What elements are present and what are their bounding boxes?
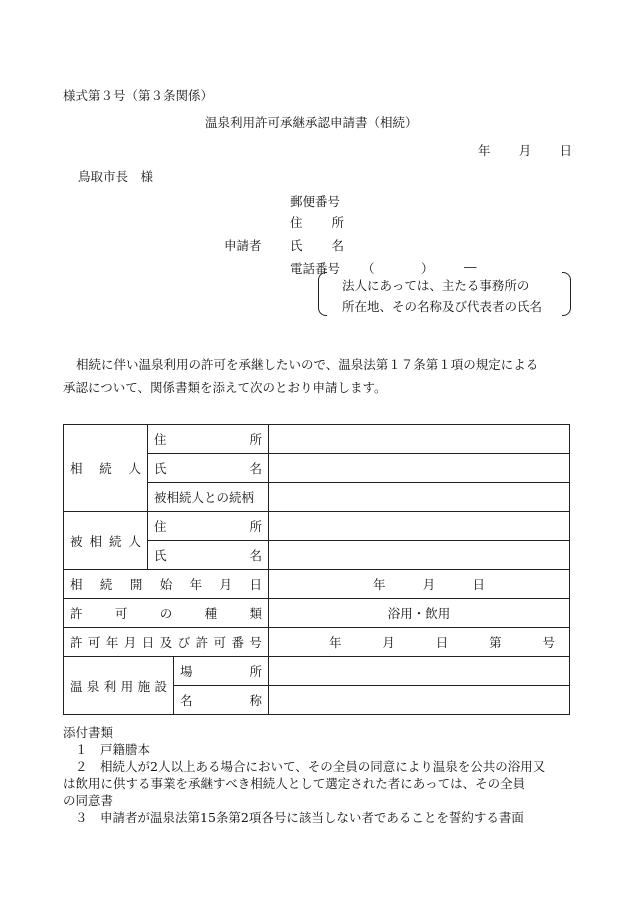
bracket-left (318, 272, 327, 316)
addressee: 鳥取市長 様 (78, 169, 154, 184)
bracket-right (562, 272, 571, 316)
submission-date (478, 141, 572, 159)
table-row (64, 570, 570, 599)
permit-date-value[interactable]: 年 月 日 第 号 (269, 628, 570, 657)
attachments (63, 724, 575, 826)
inherit-start-value[interactable]: 年 月 日 (269, 570, 570, 599)
attachment-item-1: １ 戸籍謄本 (75, 742, 151, 757)
heir-group-label: 相 続 人 (64, 425, 148, 512)
attachment-item-2-line1: ２ 相続人が2人以上ある場合において、その全員の同意により温泉を公共の浴用又 (75, 759, 546, 774)
corp-note-line1: 法人にあっては、主たる事務所の (342, 278, 530, 293)
applicant-name-label: 氏 名 (290, 238, 344, 253)
application-table (63, 424, 570, 715)
permit-date-label: 許 可 年 月 日 及 び 許 可 番 号 (64, 628, 269, 657)
document-title: 温泉利用許可承継承認申請書（相続） (205, 115, 418, 130)
decedent-name-label: 氏 名 (148, 541, 269, 570)
decedent-group-label: 被 相 続 人 (64, 512, 148, 570)
date-month: 月 (518, 143, 532, 158)
request-paragraph (63, 353, 573, 399)
corp-note-line2: 所在地、その名称及び代表者の氏名 (342, 299, 543, 314)
heir-relation-value[interactable] (269, 483, 570, 512)
applicant-address-label: 住 所 (290, 215, 344, 230)
facility-place-label: 場 所 (174, 657, 269, 686)
date-day: 日 (559, 143, 572, 158)
phone-dash: ― (464, 259, 477, 274)
attachment-item-2-line3: の同意書 (63, 793, 114, 808)
attachment-item-2-line2: は飲用に供する事業を承継すべき相続人として選定された者にあっては、その全員 (63, 776, 526, 791)
applicant-postal-label: 郵便番号 (290, 194, 341, 209)
facility-group-label: 温 泉 利 用 施 設 (64, 657, 174, 715)
request-line2: 承認について、関係書類を添えて次のとおり申請します。 (63, 380, 387, 395)
form-number: 様式第３号（第３条関係） (63, 88, 214, 103)
heir-address-value[interactable] (269, 425, 570, 454)
heir-name-label: 氏 名 (148, 454, 269, 483)
facility-place-value[interactable] (269, 657, 570, 686)
applicant-phone-label: 電話番号 (290, 261, 341, 276)
heir-name-value[interactable] (269, 454, 570, 483)
table-row (64, 512, 570, 541)
attachments-heading: 添付書類 (63, 725, 114, 740)
decedent-address-value[interactable] (269, 512, 570, 541)
permit-type-label: 許 可 の 種 類 (64, 599, 269, 628)
date-year: 年 (478, 143, 491, 158)
phone-paren-close: ） (421, 261, 434, 276)
corporation-note (318, 272, 571, 316)
table-row (64, 425, 570, 454)
inherit-start-label: 相 続 開 始 年 月 日 (64, 570, 269, 599)
permit-type-value: 浴用・飲用 (269, 599, 570, 628)
decedent-name-value[interactable] (269, 541, 570, 570)
facility-name-label: 名 称 (174, 686, 269, 715)
phone-paren-open: （ (362, 261, 375, 276)
decedent-address-label: 住 所 (148, 512, 269, 541)
heir-address-label: 住 所 (148, 425, 269, 454)
request-line1: 相続に伴い温泉利用の許可を承継したいので、温泉法第１７条第１項の規定による (76, 357, 539, 372)
attachment-item-3: ３ 申請者が温泉法第15条第2項各号に該当しない者であることを誓約する書面 (75, 810, 524, 825)
facility-name-value[interactable] (269, 686, 570, 715)
heir-relation-label: 被相続人との続柄 (148, 483, 269, 512)
table-row (64, 628, 570, 657)
table-row (64, 599, 570, 628)
table-row (64, 657, 570, 686)
applicant-label: 申請者 (224, 238, 262, 253)
